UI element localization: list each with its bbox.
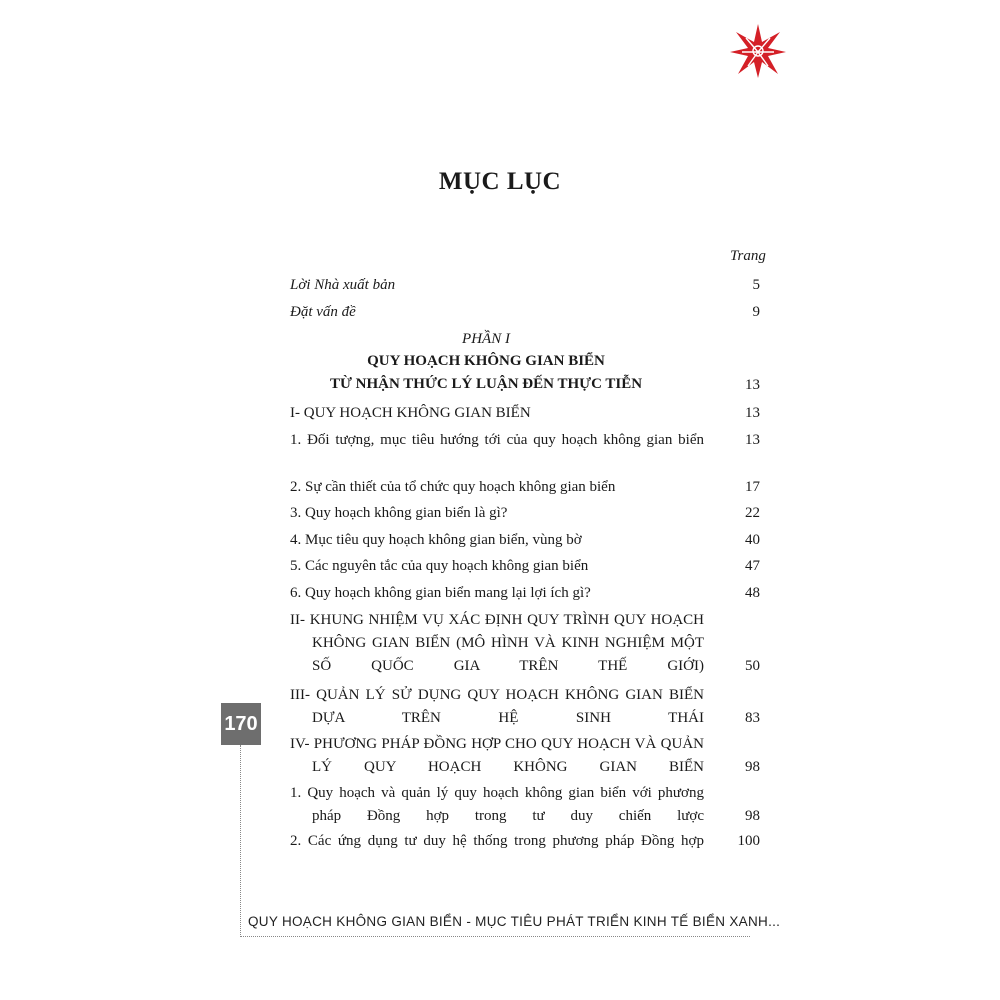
toc-entry-text: 4. Mục tiêu quy hoạch không gian biển, vùng bờ [290,532,582,548]
toc-entry-text: 2. Sự cần thiết của tổ chức quy hoạch không gian biển [290,479,616,495]
dotted-border-horizontal [240,936,750,937]
toc-entry-text: 2. Các ứng dụng tư duy hệ thống trong phương pháp Đồng hợp [290,833,704,849]
toc-entry-text: II- KHUNG NHIỆM VỤ XÁC ĐỊNH QUY TRÌNH QUY HOẠCH KHÔNG GIAN BIỂN (MÔ HÌNH VÀ KINH NGHIỆM MỘT SỐ QUỐC GIA TRÊN THẾ GIỚI) [290,612,704,674]
toc-row[interactable] [290,830,760,853]
toc-row[interactable] [290,476,760,499]
toc-entry-text: Đặt vấn đề [290,304,356,320]
toc-row[interactable] [290,402,760,425]
toc-row-front-1[interactable] [290,274,760,297]
running-footer: QUY HOẠCH KHÔNG GIAN BIỂN - MỤC TIÊU PHÁT TRIỂN KINH TẾ BIỂN XANH... [248,914,781,929]
part-page: 13 [745,377,760,393]
toc-row[interactable] [290,429,760,452]
toc-row[interactable] [290,529,760,552]
publisher-star-logo [728,22,788,80]
toc-entry-text: 6. Quy hoạch không gian biển mang lại lợi ích gì? [290,585,591,601]
toc-entry-page: 100 [737,833,760,849]
toc-entry-page: 83 [745,710,760,726]
toc-entry-page: 40 [745,532,760,548]
toc-entry-text: 5. Các nguyên tắc của quy hoạch không gian biển [290,558,589,574]
toc-entry-page: 98 [745,759,760,775]
toc-row[interactable] [290,733,760,779]
toc-entry-page: 22 [745,505,760,521]
toc-row[interactable] [290,609,760,678]
dotted-border-vertical [240,745,241,937]
toc-entry-page: 13 [745,432,760,448]
toc-entry-page: 50 [745,658,760,674]
toc-row[interactable] [290,782,760,828]
part-label: PHẦN I [462,331,510,347]
toc-entry-text: 3. Quy hoạch không gian biển là gì? [290,505,508,521]
toc-entry-page: 13 [745,405,760,421]
toc-entry-page: 17 [745,479,760,495]
toc-entry-page: 47 [745,558,760,574]
toc-entry-text: I- QUY HOẠCH KHÔNG GIAN BIỂN [290,405,531,421]
toc-entry-text: 1. Đối tượng, mục tiêu hướng tới của quy hoạch không gian biển [290,432,704,448]
toc-entry-page: 9 [752,304,760,320]
toc-title: MỤC LỤC [438,168,562,195]
part-title-line2: TỪ NHẬN THỨC LÝ LUẬN ĐẾN THỰC TIỄN [329,376,643,392]
toc-entry-text: IV- PHƯƠNG PHÁP ĐỒNG HỢP CHO QUY HOẠCH VÀ QUẢN LÝ QUY HOẠCH KHÔNG GIAN BIỂN [290,736,704,775]
toc-row[interactable] [290,684,760,730]
toc-entry-text: Lời Nhà xuất bản [290,277,396,293]
toc-row[interactable] [290,555,760,578]
toc-entry-page: 48 [745,585,760,601]
part-title-line1: QUY HOẠCH KHÔNG GIAN BIỂN [367,353,605,369]
toc-entry-text: III- QUẢN LÝ SỬ DỤNG QUY HOẠCH KHÔNG GIAN BIỂN DỰA TRÊN HỆ SINH THÁI [290,687,704,726]
toc-entry-page: 98 [745,808,760,824]
page-column-header: Trang [730,248,766,264]
toc-row[interactable] [290,582,760,605]
toc-entry-text: 1. Quy hoạch và quản lý quy hoạch không gian biển với phương pháp Đồng hợp trong tư duy chiến lược [290,785,704,824]
page-number-badge: 170 [221,703,261,745]
toc-entry-page: 5 [752,277,760,293]
toc-row[interactable] [290,502,760,525]
toc-row-front-2[interactable] [290,301,760,324]
